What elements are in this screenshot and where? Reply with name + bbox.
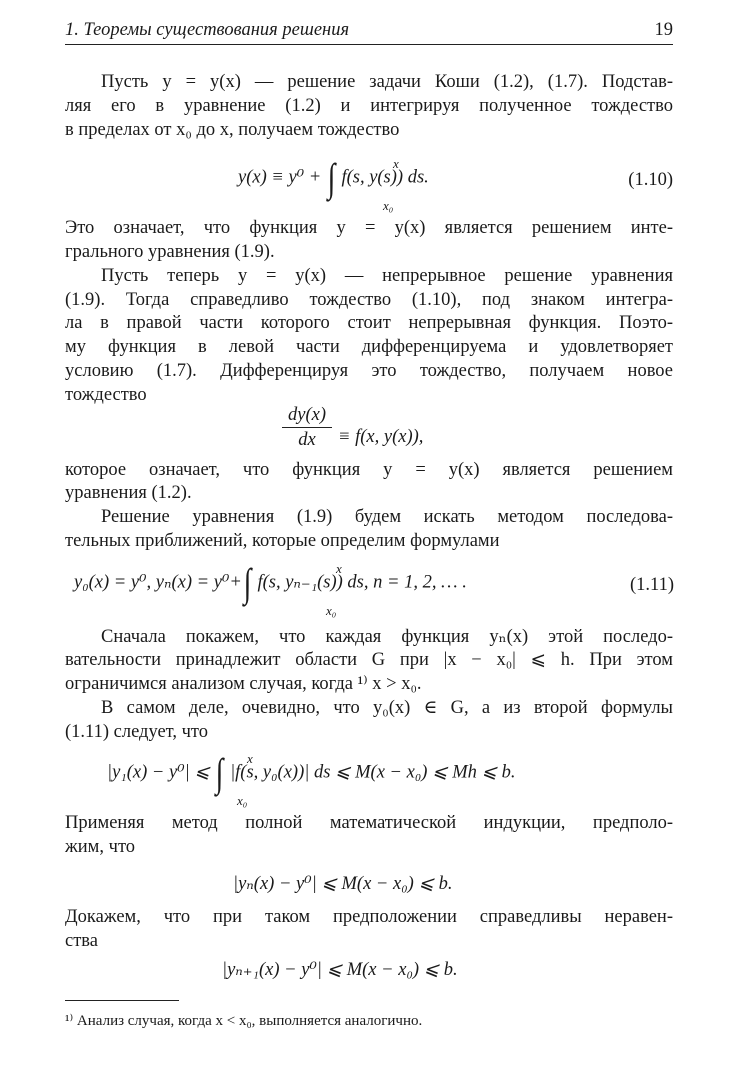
header-rule — [65, 44, 673, 45]
eq-rhs: |f(s, y₀(x))| ds ⩽ M(x − x₀) ⩽ Mh ⩽ b. — [230, 762, 516, 783]
equation-1-10 — [238, 155, 678, 213]
text-line: (1.9). Тогда справедливо тождество (1.10), под знаком интегра- — [65, 290, 673, 310]
integral-sign: ∫ — [327, 155, 336, 200]
lower-limit: x₀ — [237, 793, 248, 808]
text-line: вательности принадлежит области G при |x − x₀| ⩽ h. При этом — [65, 650, 673, 670]
denominator: dx — [298, 430, 316, 450]
upper-limit: x — [247, 751, 253, 766]
text-line: Решение уравнения (1.9) будем искать методом последова- — [101, 507, 673, 527]
equation-number: (1.11) — [629, 575, 674, 595]
text-line: Применяя метод полной математической индукции, предполо- — [65, 813, 673, 833]
page-number: 19 — [654, 20, 673, 40]
text-line: уравнения (1.2). — [65, 483, 192, 503]
equation-number: (1.10) — [628, 170, 673, 190]
text-line: Пусть y = y(x) — решение задачи Коши (1.2), (1.7). Подстав- — [101, 72, 673, 92]
equation-induction-step: |yₙ₊₁(x) − y⁰| ⩽ M(x − x₀) ⩽ b. — [222, 960, 458, 980]
equation-frac-rhs: ≡ f(x, y(x)), — [338, 427, 424, 447]
lower-limit: x₀ — [383, 198, 394, 213]
chapter-title: 1. Теоремы существования решения — [65, 20, 350, 40]
text-line: ла в правой части которого стоит непрерывная функция. Поэто- — [65, 313, 673, 333]
fraction-dy-dx — [282, 404, 332, 451]
equation-1-11 — [74, 560, 674, 618]
text-line: тождество — [65, 385, 147, 405]
equation-bound-y1 — [107, 750, 667, 808]
text-line: ства — [65, 931, 98, 951]
footnote: ¹⁾ Анализ случая, когда x < x₀, выполняется аналогично. — [65, 1013, 423, 1029]
equation-induction-hypothesis: |yₙ(x) − y⁰| ⩽ M(x − x₀) ⩽ b. — [233, 874, 453, 894]
text-line: Сначала покажем, что каждая функция yₙ(x) этой последо- — [101, 627, 673, 647]
text-line: му функция в левой части дифференцируема и удовлетворяет — [65, 337, 673, 357]
text-line: Докажем, что при таком предположении справедливы неравен- — [65, 907, 673, 927]
footnote-rule — [65, 1000, 179, 1001]
eq-lhs: y₀(x) = y⁰, yₙ(x) = y⁰+ — [74, 572, 242, 593]
text-line: жим, что — [65, 837, 136, 857]
upper-limit: x — [336, 561, 342, 576]
text-line: в пределах от x₀ до x, получаем тождество — [65, 120, 400, 140]
lower-limit: x₀ — [326, 603, 337, 618]
fraction-bar — [282, 427, 332, 428]
text-line: Это означает, что функция y = y(x) является решением инте- — [65, 218, 673, 238]
text-line: условию (1.7). Дифференцируя это тождество, получаем новое — [65, 361, 673, 381]
upper-limit: x — [393, 156, 399, 171]
integral-sign: ∫ — [216, 750, 224, 795]
eq-lhs: |y₁(x) − y⁰| ⩽ — [107, 762, 215, 783]
text-line: ляя его в уравнение (1.2) и интегрируя полученное тождество — [65, 96, 673, 116]
text-line: которое означает, что функция y = y(x) является решением — [65, 460, 673, 480]
eq-rhs: f(s, yₙ₋₁(s)) ds, n = 1, 2, … . — [257, 572, 467, 593]
integral-sign: ∫ — [243, 560, 252, 605]
eq-rhs: f(s, y(s)) ds. — [341, 167, 429, 188]
text-line: грального уравнения (1.9). — [65, 242, 275, 262]
eq-lhs: y(x) ≡ y⁰ + — [238, 167, 326, 188]
numerator: dy(x) — [288, 405, 326, 425]
text-line: ограничимся анализом случая, когда ¹⁾ x > x₀. — [65, 674, 422, 694]
text-line: тельных приближений, которые определим формулами — [65, 531, 500, 551]
text-line: (1.11) следует, что — [65, 722, 209, 742]
running-header — [65, 18, 673, 42]
text-line: В самом деле, очевидно, что y₀(x) ∈ G, а из второй формулы — [101, 698, 673, 718]
text-line: Пусть теперь y = y(x) — непрерывное решение уравнения — [101, 266, 673, 286]
